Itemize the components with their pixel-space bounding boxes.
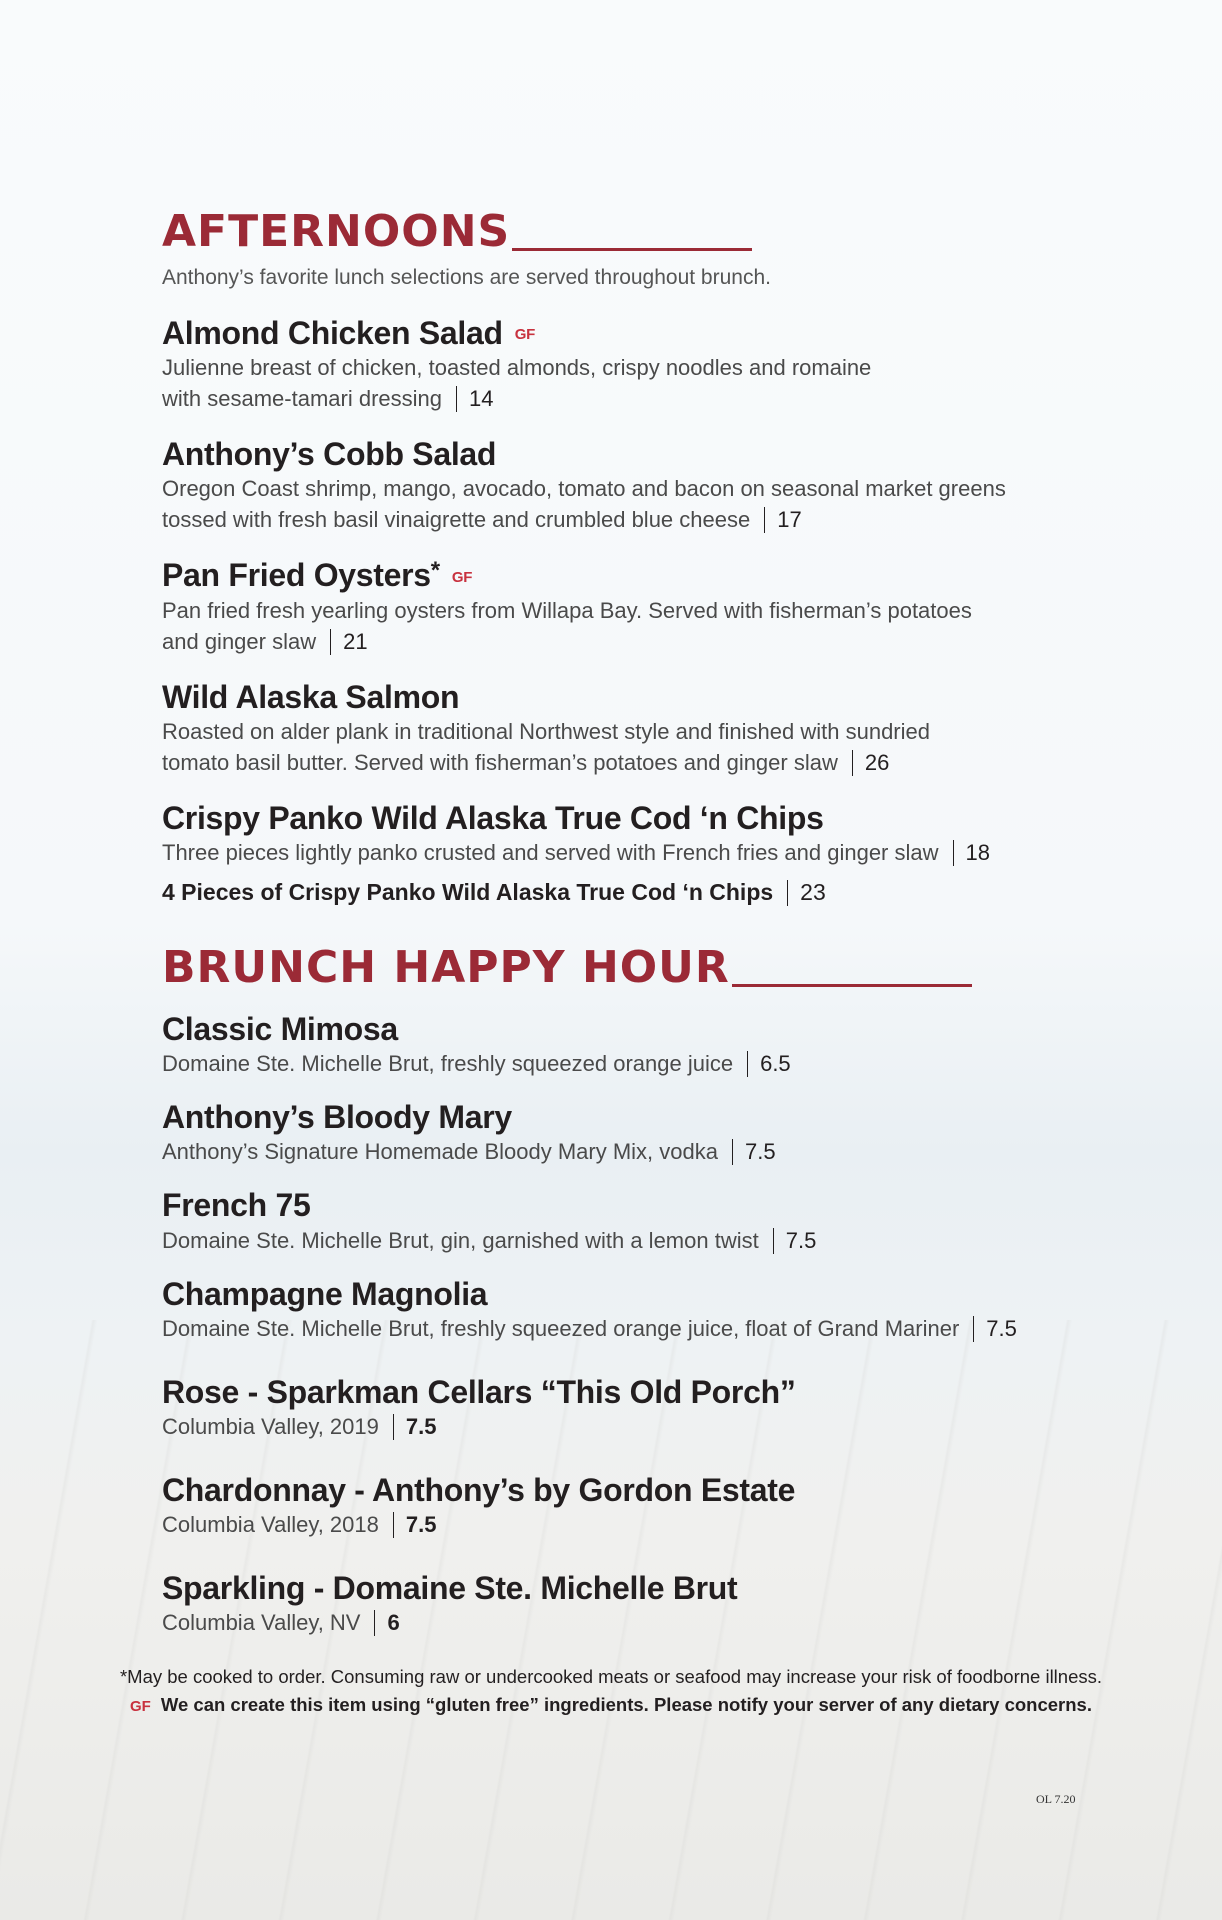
- item-price: 18: [965, 839, 990, 865]
- item-description: Columbia Valley, NV: [162, 1610, 361, 1636]
- price-separator: [732, 1139, 733, 1165]
- item-name: Anthony’s Cobb Salad: [162, 436, 497, 473]
- price-separator: [953, 840, 954, 866]
- drink-item: [162, 1571, 1062, 1637]
- title-rule: [732, 984, 972, 987]
- item-description: Domaine Ste. Michelle Brut, freshly squeezed orange juice: [162, 1051, 734, 1077]
- raw-warning-asterisk: *: [430, 557, 440, 585]
- item-price: 7.5: [785, 1227, 817, 1253]
- drink-item: [162, 1375, 1062, 1441]
- price-separator: [787, 880, 788, 906]
- drink-item: [162, 1473, 1062, 1539]
- item-price: 7.5: [405, 1512, 437, 1538]
- drink-item: [162, 1277, 1062, 1343]
- price-separator: [747, 1051, 748, 1077]
- item-price: 6: [387, 1610, 400, 1636]
- item-description: Domaine Ste. Michelle Brut, gin, garnished with a lemon twist: [162, 1227, 759, 1253]
- happy-hour-title: BRUNCH HAPPY HOUR: [162, 946, 1062, 990]
- price-separator: [852, 750, 853, 776]
- title-rule: [512, 248, 752, 251]
- drink-item: [162, 1188, 1062, 1254]
- item-price: 7.5: [986, 1315, 1017, 1341]
- item-description: tomato basil butter. Served with fisherman’s potatoes and ginger slaw: [162, 749, 838, 775]
- price-separator: [330, 629, 331, 655]
- item-description: Roasted on alder plank in traditional Northwest style and finished with sundried: [162, 718, 930, 744]
- item-price: 6.5: [760, 1051, 791, 1077]
- item-price: 21: [343, 628, 368, 654]
- menu-item: [162, 316, 1062, 413]
- item-price: 26: [864, 749, 890, 775]
- price-separator: [773, 1228, 774, 1254]
- item-name: Champagne Magnolia: [162, 1275, 488, 1312]
- drink-item: [162, 1100, 1062, 1166]
- item-name: Classic Mimosa: [162, 1010, 398, 1047]
- price-separator: [456, 386, 457, 412]
- item-description: and ginger slaw: [162, 628, 317, 654]
- gluten-free-note: We can create this item using “gluten free” ingredients. Please notify your server of any dietary concerns.: [160, 1694, 1092, 1715]
- menu-item: [162, 801, 1062, 867]
- item-description: Oregon Coast shrimp, mango, avocado, tomato and bacon on seasonal market greens: [162, 476, 1006, 502]
- menu: [162, 206, 1062, 1637]
- item-description: Pan fried fresh yearling oysters from Willapa Bay. Served with fisherman’s potatoes: [162, 597, 972, 623]
- footer-notes: [0, 1666, 1222, 1716]
- item-description: tossed with fresh basil vinaigrette and crumbled blue cheese: [162, 507, 751, 533]
- afternoons-title: AFTERNOONS: [162, 210, 1062, 254]
- price-separator: [973, 1316, 974, 1342]
- item-description: Three pieces lightly panko crusted and served with French fries and ginger slaw: [162, 839, 939, 865]
- item-description: with sesame-tamari dressing: [162, 386, 442, 412]
- menu-item: [162, 680, 1062, 777]
- menu-sub-item: [162, 879, 1062, 906]
- menu-code: OL 7.20: [1036, 1792, 1076, 1806]
- happy-hour-section: [162, 941, 1062, 1637]
- afternoons-intro: Anthony’s favorite lunch selections are served throughout brunch.: [162, 266, 771, 289]
- gluten-free-badge: GF: [451, 568, 473, 586]
- item-price: 23: [800, 878, 826, 905]
- menu-item: [162, 558, 1062, 655]
- item-description: Columbia Valley, 2018: [162, 1512, 379, 1538]
- menu-item: [162, 437, 1062, 534]
- item-description: Anthony’s Signature Homemade Bloody Mary Mix, vodka: [162, 1139, 718, 1165]
- item-price: 17: [777, 507, 802, 533]
- gluten-free-badge: GF: [514, 326, 535, 344]
- gluten-free-badge: GF: [130, 1697, 151, 1715]
- item-name: Almond Chicken Salad: [162, 315, 503, 351]
- item-name: Pan Fried Oysters: [162, 557, 431, 594]
- afternoons-section: [162, 206, 1062, 906]
- item-name: Wild Alaska Salmon: [162, 678, 460, 715]
- price-separator: [393, 1414, 394, 1440]
- item-name: Rose - Sparkman Cellars “This Old Porch”: [162, 1373, 796, 1410]
- item-description: Columbia Valley, 2019: [162, 1413, 379, 1439]
- item-name: 4 Pieces of Crispy Panko Wild Alaska True Cod ‘n Chips: [162, 878, 774, 905]
- raw-food-disclaimer: *May be cooked to order. Consuming raw or undercooked meats or seafood may increase your risk of foodborne illness.: [119, 1666, 1103, 1687]
- drink-item: [162, 1012, 1062, 1078]
- item-price: 7.5: [744, 1139, 776, 1165]
- item-description: Domaine Ste. Michelle Brut, freshly squeezed orange juice, float of Grand Mariner: [162, 1315, 960, 1341]
- item-name: French 75: [162, 1187, 311, 1224]
- item-price: 7.5: [405, 1413, 437, 1439]
- item-description: Julienne breast of chicken, toasted almonds, crispy noodles and romaine: [162, 355, 872, 381]
- item-name: Sparkling - Domaine Ste. Michelle Brut: [162, 1570, 738, 1607]
- item-price: 14: [468, 386, 494, 412]
- item-name: Crispy Panko Wild Alaska True Cod ‘n Chips: [162, 799, 824, 836]
- price-separator: [764, 507, 765, 533]
- item-name: Anthony’s Bloody Mary: [162, 1099, 512, 1136]
- price-separator: [393, 1512, 394, 1538]
- item-name: Chardonnay - Anthony’s by Gordon Estate: [162, 1471, 796, 1508]
- price-separator: [374, 1610, 375, 1636]
